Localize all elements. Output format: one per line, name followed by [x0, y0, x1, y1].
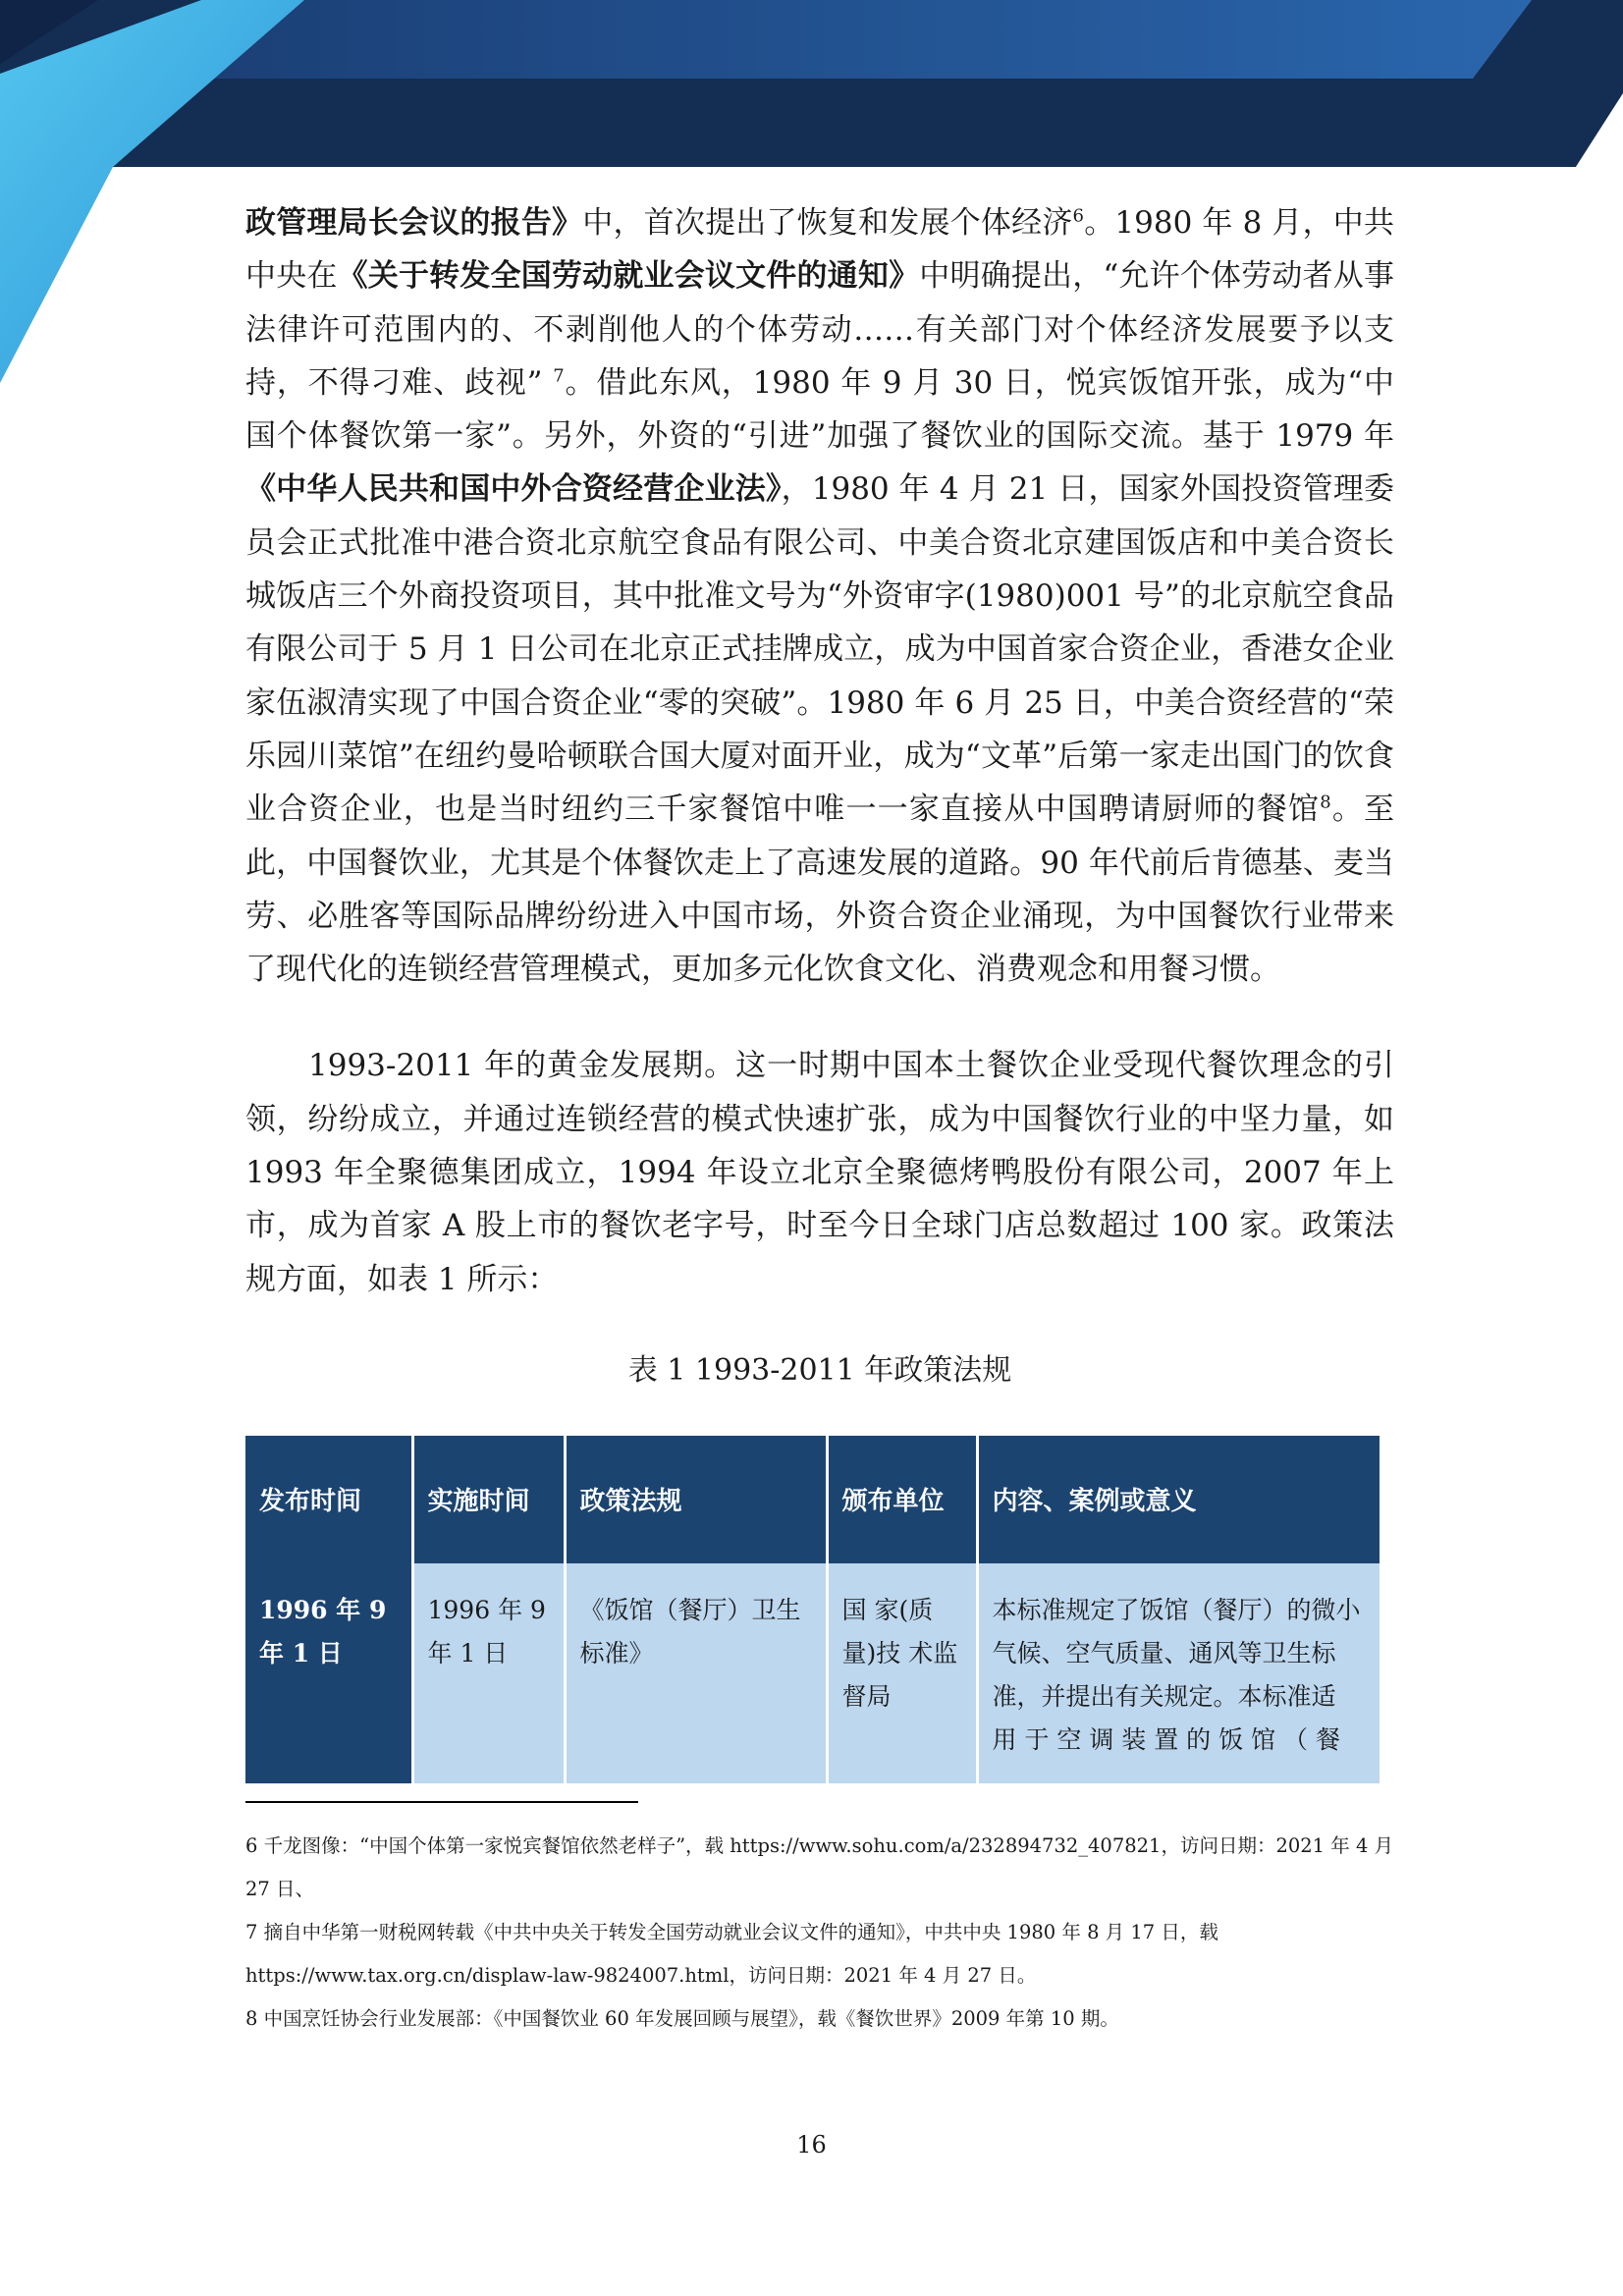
cell-effective-date: 1996 年 9 年 1 日: [412, 1563, 565, 1783]
cell-policy: 《饭馆（餐厅）卫生标准》: [565, 1563, 827, 1783]
body-paragraph-2: 1993-2011 年的黄金发展期。这一时期中国本土餐饮企业受现代餐饮理念的引领，纷纷成立，并通过连锁经营的模式快速扩张，成为中国餐饮行业的中坚力量，如 1993 年全聚德集团成立，1994 年设立北京全聚德烤鸭股份有限公司，2007 年上市，成为首家 A 股上市的餐饮老字号，时至今日全球门店总数超过 100 家。政策法规方面，如表 1 所示：: [245, 1048, 1394, 1297]
header-effective-date: 实施时间: [412, 1436, 565, 1563]
bold-title-1: 政管理局长会议的报告》: [245, 205, 583, 241]
bold-title-2: 《关于转发全国劳动就业会议文件的通知》: [337, 258, 920, 295]
footnote-7: 7 摘自中华第一财税网转载《中共中央关于转发全国劳动就业会议文件的通知》，中共中央 1980 年 8 月 17 日，载 https://www.tax.org.cn/displaw-law-9824007.html，访问日期：2021 年 4 月 27 日。: [245, 1920, 1218, 1987]
header-publish-date: 发布时间: [245, 1436, 412, 1563]
footnote-divider: [245, 1801, 638, 1803]
table-caption: 表 1 1993-2011 年政策法规: [627, 1352, 1012, 1388]
cell-content: 本标准规定了饭馆（餐厅）的微小气候、空气质量、通风等卫生标准，并提出有关规定。本标准适 用 于 空 调 装 置 的 饭 馆 （ 餐: [977, 1563, 1380, 1783]
page-number: 16: [796, 2131, 827, 2159]
policy-table: [245, 1436, 1380, 1783]
page-content: [245, 196, 1394, 2041]
table-header-row: [245, 1436, 1380, 1563]
footnote-6: 6 千龙图像：“中国个体第一家悦宾餐馆依然老样子”，载 https://www.sohu.com/a/232894732_407821，访问日期：2021 年 4 月 27 日、: [245, 1833, 1394, 1900]
header-issuer: 颁布单位: [827, 1436, 977, 1563]
footnote-ref-6[interactable]: 6: [1072, 205, 1084, 227]
table-row: [245, 1563, 1380, 1783]
footnote-8: 8 中国烹饪协会行业发展部：《中国餐饮业 60 年发展回顾与展望》，载《餐饮世界》2009 年第 10 期。: [245, 2006, 1119, 2030]
body-paragraph-1: 政管理局长会议的报告》中，首次提出了恢复和发展个体经济$^6$。1980 年 8 月，中共中央在《关于转发全国劳动就业会议文件的通知》中明确提出，“允许个体劳动者从事法律许可范围内的、不剥削他人的个体劳动……有关部门对个体经济发展要予以支持，不得刁难、歧视” $^7$。借此东风，1980 年 9 月 30 日，悦宾饭馆开张，成为“中国个体餐饮第一家”。另外，外资的“引进”加强了餐饮业的国际交流。基于 1979 年《中华人民共和国中外合资经营企业法》，1980 年 4 月 21 日，国家外国投资管理委员会正式批准中港合资北京航空食品有限公司、中美合资北京建国饭店和中美合资长城饭店三个外商投资项目，其中批准文号为“外资审字(1980)001 号”的北京航空食品有限公司于 5 月 1 日公司在北京正式挂牌成立，成为中国首家合资企业，香港女企业家伍淑清实现了中国合资企业“零的突破”。1980 年 6 月 25 日，中美合资经营的“荣乐园川菜馆”在纽约曼哈顿联合国大厦对面开业，成为“文革”后第一家走出国门的饮食业合资企业，也是当时纽约三千家餐馆中唯一一家直接从中国聘请厨师的餐馆$^8$。至此，中国餐饮业，尤其是个体餐饮走上了高速发展的道路。90 年代前后肯德基、麦当劳、必胜客等国际品牌纷纷进入中国市场，外资合资企业涌现，为中国餐饮行业带来了现代化的连锁经营管理模式，更加多元化饮食文化、消费观念和用餐习惯。: [245, 205, 1395, 988]
cell-issuer: 国 家(质量)技 术监督局: [827, 1563, 977, 1783]
header-policy: 政策法规: [565, 1436, 827, 1563]
cell-publish-date: 1996 年 9 年 1 日: [245, 1563, 412, 1783]
footnote-ref-7[interactable]: 7: [553, 365, 565, 387]
bold-title-3: 《中华人民共和国中外合资经营企业法》: [245, 471, 782, 508]
footnote-ref-8[interactable]: 8: [1320, 792, 1331, 813]
header-content: 内容、案例或意义: [977, 1436, 1380, 1563]
